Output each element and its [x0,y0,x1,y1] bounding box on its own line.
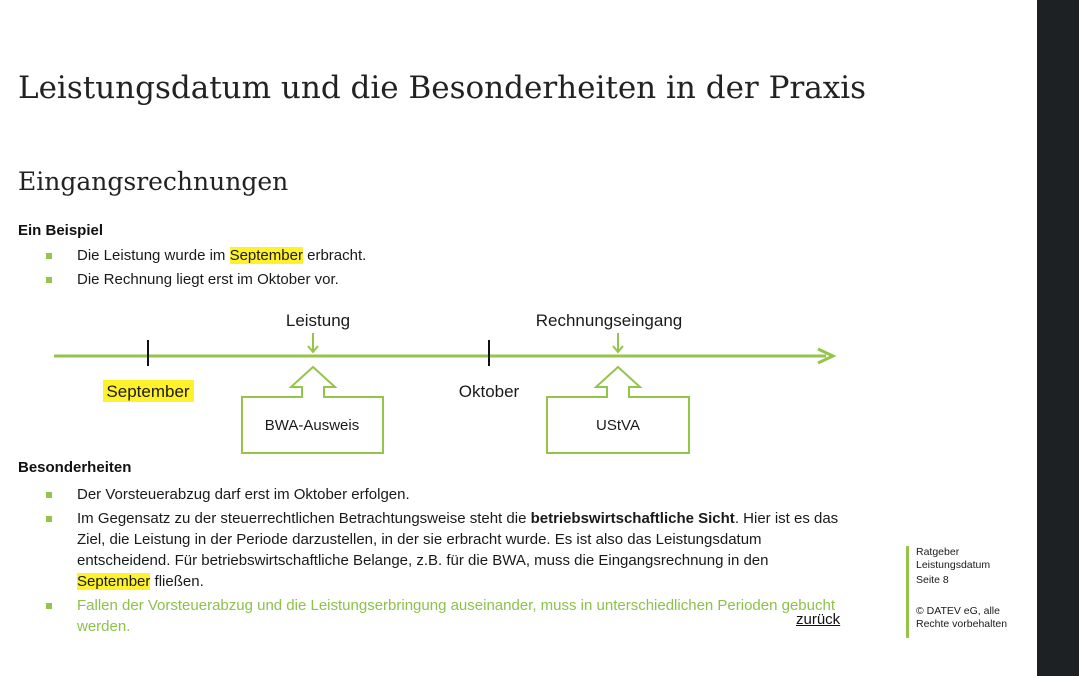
label-september: September [106,382,190,401]
bullet-text: . Hier ist es das Ziel, die Leistung in der Periode darzustellen, in der sie erbracht wurde. Es ist also das Leistungsdatum entscheidend. Für betriebswirtschaftliche Belange, z.B. für die BWA, muss die Eingangsrechnung in den [77,510,839,569]
bullet-square-icon [46,492,52,498]
box-ustva: UStVA [596,417,640,434]
bullet-text: erbracht. [302,247,367,264]
special-heading: Besonderheiten [18,459,132,476]
right-edge-bar [1037,0,1079,676]
copyright [916,605,1007,631]
label-oktober: Oktober [458,382,520,401]
list-item [46,508,846,592]
bullet-text: Die Leistung wurde im [77,247,230,264]
bullet-text: Die Rechnung liegt erst im Oktober vor. [77,271,339,288]
ustva-callout-shape [547,367,689,453]
bullet-text: fließen. [150,573,204,590]
bwa-callout-shape [242,367,383,453]
bullet-square-icon [46,516,52,522]
example-list [46,245,846,293]
page-number: Seite 8 [916,574,949,586]
bold-term: betriebswirtschaftliche Sicht [530,510,735,527]
doc-type: Ratgeber [916,546,960,558]
bullet-text: Der Vorsteuerabzug darf erst im Oktober erfolgen. [77,486,410,503]
highlighted-month: September [77,573,151,590]
example-heading: Ein Beispiel [18,222,104,239]
bullet-square-icon [46,253,52,259]
highlighted-month: September [229,247,303,264]
doc-info [916,546,990,587]
copyright-line: Rechte vorbehalten [916,618,1008,630]
bullet-text: Fallen der Vorsteuerabzug und die Leistungserbringung auseinander, muss in unterschiedlichen Perioden gebucht werden. [77,597,836,635]
doc-topic: Leistungsdatum [916,559,991,571]
bullet-text: Im Gegensatz zu der steuerrechtlichen Betrachtungsweise steht die [77,510,531,527]
list-item [46,245,846,266]
special-list [46,484,846,640]
box-bwa-ausweis: BWA-Ausweis [264,417,360,434]
list-item [46,595,846,637]
label-leistung: Leistung [285,311,351,330]
sidebar-divider [906,546,909,638]
page-subtitle: Eingangsrechnungen [18,167,289,196]
list-item [46,269,846,290]
label-rechnungseingang: Rechnungseingang [535,311,683,330]
timeline-diagram [0,300,900,460]
page-title: Leistungsdatum und die Besonderheiten in der Praxis [18,70,867,106]
bullet-square-icon [46,603,52,609]
copyright-line: © DATEV eG, alle [916,605,1000,617]
back-link[interactable]: zurück [796,611,841,628]
bullet-square-icon [46,277,52,283]
list-item [46,484,846,505]
